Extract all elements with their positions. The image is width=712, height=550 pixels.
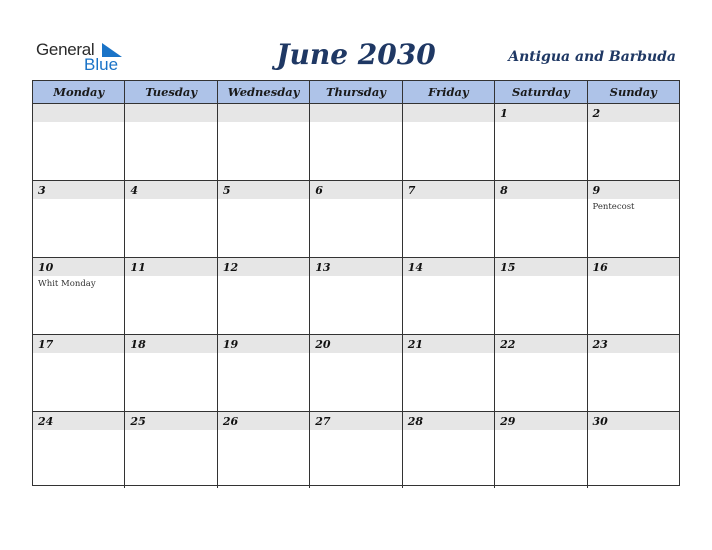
day-number: 4 <box>130 184 139 197</box>
day-cell-18 <box>125 335 217 411</box>
day-number: 12 <box>222 261 239 274</box>
day-cell-30 <box>588 412 679 488</box>
day-header-bar <box>33 181 124 199</box>
day-cell-3 <box>33 181 125 257</box>
day-number: 21 <box>407 338 423 351</box>
day-cell-17 <box>33 335 125 411</box>
day-cell-22 <box>495 335 587 411</box>
logo-text-blue: Blue <box>84 55 119 74</box>
day-number: 10 <box>38 261 54 274</box>
holiday-label: Pentecost <box>592 202 635 212</box>
day-header-bar <box>125 104 216 122</box>
day-number: 23 <box>592 338 608 351</box>
day-header-bar <box>218 104 309 122</box>
day-header-bar <box>495 181 586 199</box>
day-number: 27 <box>315 415 331 428</box>
weekday-wednesday: Wednesday <box>218 81 310 103</box>
day-cell-empty <box>310 104 402 180</box>
calendar-grid <box>32 80 680 486</box>
day-number: 1 <box>500 107 508 120</box>
day-number: 22 <box>500 338 516 351</box>
day-number: 14 <box>407 261 423 274</box>
week-row <box>33 258 679 335</box>
day-number: 30 <box>592 415 608 428</box>
day-header-bar <box>33 104 124 122</box>
day-header-bar <box>588 181 679 199</box>
day-number: 3 <box>38 184 46 197</box>
week-row <box>33 181 679 258</box>
holiday-label: Whit Monday <box>38 279 96 289</box>
day-cell-8 <box>495 181 587 257</box>
day-cell-24 <box>33 412 125 488</box>
day-header-bar <box>218 181 309 199</box>
day-cell-16 <box>588 258 679 334</box>
day-cell-empty <box>33 104 125 180</box>
day-cell-21 <box>403 335 495 411</box>
day-cell-empty <box>125 104 217 180</box>
day-number: 5 <box>222 184 231 197</box>
day-header-bar <box>403 104 494 122</box>
country-name: Antigua and Barbuda <box>508 49 676 65</box>
weekday-saturday: Saturday <box>495 81 587 103</box>
day-cell-4 <box>125 181 217 257</box>
day-number: 28 <box>407 415 423 428</box>
weekday-monday: Monday <box>33 81 125 103</box>
day-number: 25 <box>130 415 146 428</box>
day-cell-28 <box>403 412 495 488</box>
day-cell-13 <box>310 258 402 334</box>
day-cell-5 <box>218 181 310 257</box>
day-number: 18 <box>130 338 146 351</box>
day-number: 8 <box>500 184 508 197</box>
day-cell-empty <box>403 104 495 180</box>
day-header-bar <box>125 181 216 199</box>
day-number: 7 <box>407 184 416 197</box>
day-number: 6 <box>315 184 323 197</box>
day-number: 29 <box>500 415 516 428</box>
week-row <box>33 104 679 181</box>
logo-text-general: General <box>36 40 95 59</box>
day-cell-10 <box>33 258 125 334</box>
day-cell-27 <box>310 412 402 488</box>
day-cell-19 <box>218 335 310 411</box>
day-cell-26 <box>218 412 310 488</box>
day-header-bar <box>310 181 401 199</box>
day-cell-12 <box>218 258 310 334</box>
day-cell-29 <box>495 412 587 488</box>
weekday-header-row <box>33 81 679 104</box>
weekday-friday: Friday <box>403 81 495 103</box>
month-year-label: June 2030 <box>276 38 436 71</box>
day-number: 26 <box>222 415 239 428</box>
weekday-thursday: Thursday <box>310 81 402 103</box>
week-row <box>33 335 679 412</box>
day-header-bar <box>588 104 679 122</box>
day-number: 13 <box>315 261 331 274</box>
day-header-bar <box>403 181 494 199</box>
day-header-bar <box>495 104 586 122</box>
day-cell-23 <box>588 335 679 411</box>
day-number: 17 <box>38 338 54 351</box>
day-cell-empty <box>218 104 310 180</box>
calendar-weeks <box>33 104 679 488</box>
weekday-sunday: Sunday <box>609 85 657 99</box>
day-cell-9 <box>588 181 679 257</box>
week-row <box>33 412 679 488</box>
day-number: 16 <box>592 261 608 274</box>
day-number: 15 <box>500 261 516 274</box>
day-cell-1 <box>495 104 587 180</box>
day-cell-7 <box>403 181 495 257</box>
day-cell-15 <box>495 258 587 334</box>
day-number: 20 <box>315 338 331 351</box>
day-cell-14 <box>403 258 495 334</box>
weekday-tuesday: Tuesday <box>125 81 217 103</box>
day-cell-2 <box>588 104 679 180</box>
day-number: 11 <box>130 261 146 274</box>
day-number: 19 <box>222 338 239 351</box>
day-header-bar <box>310 104 401 122</box>
day-number: 2 <box>592 107 601 120</box>
day-number: 9 <box>592 184 601 197</box>
day-cell-20 <box>310 335 402 411</box>
day-number: 24 <box>38 415 54 428</box>
day-cell-11 <box>125 258 217 334</box>
day-cell-6 <box>310 181 402 257</box>
day-cell-25 <box>125 412 217 488</box>
